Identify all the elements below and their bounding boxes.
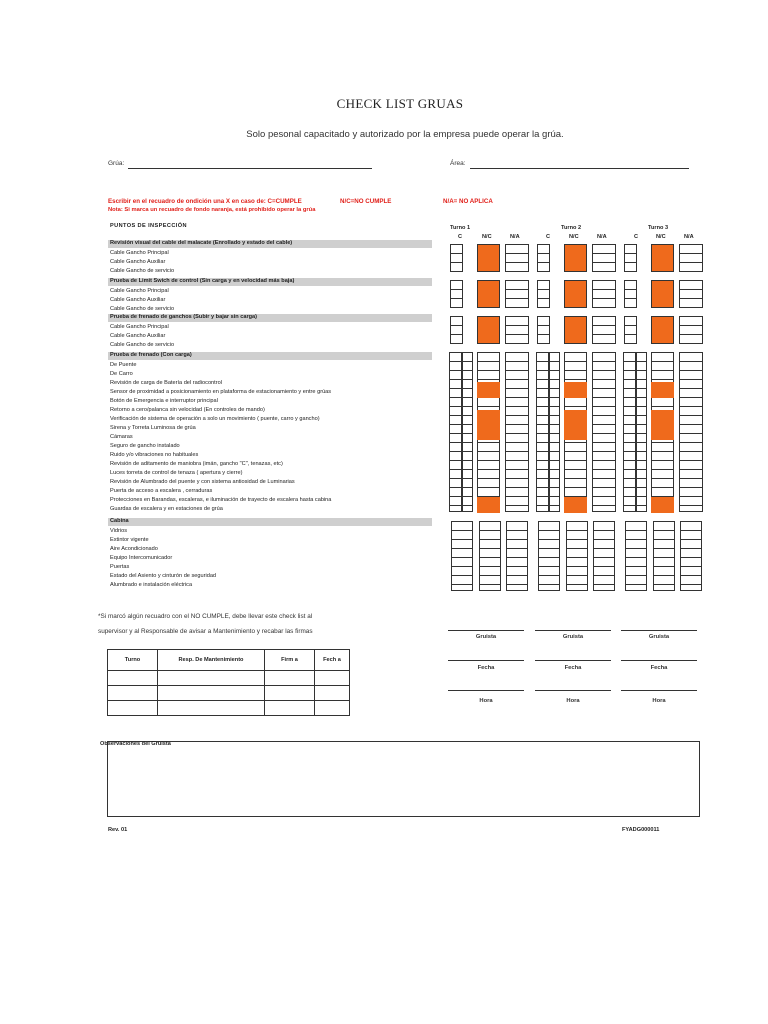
hora-label-3: Hora [652, 698, 666, 704]
cell[interactable] [265, 686, 315, 701]
checkbox-nc-group[interactable] [477, 244, 500, 272]
section-2-item-3: Cable Gancho de servicio [110, 306, 175, 312]
fecha-line-1[interactable] [448, 660, 524, 661]
section-header-bar [108, 518, 432, 526]
section-1-item-1: Cable Gancho Principal [110, 250, 169, 256]
checkbox-c-column[interactable] [623, 352, 636, 512]
table-row [108, 671, 350, 686]
checkbox-c-group[interactable] [624, 244, 637, 272]
section-4-item-3: Revisión de carga de Batería del radiocontrol [110, 380, 222, 386]
nc-note-line-1: *Si marcó algún recuadro con el NO CUMPLE, debe llevar este check list al [98, 613, 313, 620]
section-2-item-1: Cable Gancho Principal [110, 288, 169, 294]
instruction-na: N/A= NO APLICA [443, 198, 493, 205]
section-4-item-13: Luces torreta de control de tenaza ( apertura y cierre) [110, 470, 243, 476]
cell[interactable] [315, 701, 350, 716]
checkbox-na-group[interactable] [592, 316, 616, 344]
turn-2-na: N/A [597, 234, 607, 240]
section-5-item-5: Puertas [110, 564, 130, 570]
section-4-item-15: Puerta de acceso a escalera , cerraduras [110, 488, 213, 494]
nc-note [98, 609, 313, 639]
orange-prohibited-cell [477, 382, 500, 398]
section-4-item-4: Sensor de proximidad a posicionamiento en plataforma de estacionamiento y entre grúas [110, 389, 332, 395]
observations-label: Observaciones del Gruista [100, 741, 171, 747]
checkbox-na-group[interactable] [505, 280, 529, 308]
gruista-label-3: Gruista [648, 634, 670, 640]
section-5-item-2: Extintor vigente [110, 537, 149, 543]
checkbox-c-column[interactable] [549, 352, 560, 512]
checkbox-nc-group[interactable] [651, 244, 674, 272]
cell[interactable] [265, 671, 315, 686]
checkbox-cabina-na[interactable] [680, 521, 702, 591]
orange-prohibited-cell [651, 410, 674, 440]
checkbox-c-group[interactable] [450, 316, 463, 344]
turn-2-label: Turno 2 [561, 225, 582, 231]
checkbox-c-column[interactable] [462, 352, 473, 512]
section-1-item-2: Cable Gancho Auxiliar [110, 259, 166, 265]
page-title: CHECK LIST GRUAS [336, 96, 464, 111]
section-3-item-2: Cable Gancho Auxiliar [110, 333, 166, 339]
gruista-label-2: Gruista [562, 634, 584, 640]
checkbox-na-group[interactable] [679, 280, 703, 308]
cell[interactable] [315, 686, 350, 701]
checkbox-cabina-c[interactable] [451, 521, 473, 591]
checkbox-na-group[interactable] [505, 244, 529, 272]
col-firma: Firm a [265, 650, 315, 671]
section-4-item-9: Cámaras [110, 434, 133, 440]
cell[interactable] [108, 701, 158, 716]
checkbox-nc-group[interactable] [651, 280, 674, 308]
checkbox-c-group[interactable] [450, 244, 463, 272]
section-2-item-2: Cable Gancho Auxiliar [110, 297, 166, 303]
orange-prohibited-cell [477, 497, 500, 513]
section-5-header: Cabina [110, 518, 129, 524]
area-field[interactable] [470, 168, 689, 169]
checkbox-na-group[interactable] [679, 244, 703, 272]
section-4-item-6: Retorno a cero/palanca sin velocidad (En controles de mando) [110, 407, 265, 413]
orange-prohibited-cell [564, 410, 587, 440]
checkbox-na-group[interactable] [592, 244, 616, 272]
section-4-item-17: Guardas de escalera y en estaciones de grúa [110, 506, 223, 512]
turn-1-c: C [458, 234, 463, 240]
section-4-item-5: Botón de Emergencia e interruptor principal [110, 398, 218, 404]
turn-responsible-table [107, 649, 350, 716]
section-4-item-7: Verificación de sistema de operación a solo un movimiento ( puente, carro y gancho) [110, 416, 320, 422]
section-1-item-3: Cable Gancho de servicio [110, 268, 175, 274]
page-subtitle: Solo pesonal capacitado y autorizado por la empresa puede operar la grúa. [246, 129, 564, 140]
orange-prohibited-cell [651, 497, 674, 513]
form-code: FYADG000011 [622, 827, 660, 833]
checkbox-cabina-na[interactable] [506, 521, 528, 591]
turn-3-label: Turno 3 [648, 225, 669, 231]
checkbox-nc-group[interactable] [477, 280, 500, 308]
section-3-item-3: Cable Gancho de servicio [110, 342, 175, 348]
checkbox-na-group[interactable] [679, 316, 703, 344]
orange-prohibited-cell [564, 497, 587, 513]
orange-prohibited-cell [477, 410, 500, 440]
checkbox-cabina-na[interactable] [593, 521, 615, 591]
checkbox-nc-group[interactable] [564, 316, 587, 344]
checkbox-c-group[interactable] [537, 280, 550, 308]
gruista-line-2[interactable] [535, 630, 611, 631]
checkbox-cabina-c[interactable] [538, 521, 560, 591]
checkbox-na-column[interactable] [592, 352, 616, 512]
turn-1-nc: N/C [482, 234, 492, 240]
section-2-header: Prueba de Limit Swich de control (Sin carga y en velocidad más baja) [110, 278, 295, 284]
cell[interactable] [158, 701, 265, 716]
section-5-item-4: Equipo Intercomunicador [110, 555, 173, 561]
checkbox-nc-group[interactable] [477, 316, 500, 344]
checkbox-na-group[interactable] [505, 316, 529, 344]
section-4-item-16: Protecciones en Barandas, escaleras, e iluminación de trayecto de escalera hasta cabina [110, 497, 332, 503]
turn-3-nc: N/C [656, 234, 666, 240]
section-4-item-10: Seguro de gancho instalado [110, 443, 180, 449]
nc-note-line-2: supervisor y al Responsable de avisar a Mantenimiento y recabar las firmas [98, 628, 313, 635]
checkbox-cabina-nc[interactable] [653, 521, 675, 591]
turn-3-c: C [634, 234, 639, 240]
orange-prohibited-cell [564, 382, 587, 398]
cell[interactable] [158, 686, 265, 701]
hora-line-1[interactable] [448, 690, 524, 691]
table-row [108, 701, 350, 716]
checkbox-nc-group[interactable] [564, 244, 587, 272]
observations-box[interactable] [107, 741, 700, 817]
checkbox-na-column[interactable] [505, 352, 529, 512]
section-4-item-2: De Carro [110, 371, 133, 377]
checkbox-cabina-nc[interactable] [566, 521, 588, 591]
hora-label-2: Hora [566, 698, 580, 704]
section-3-item-1: Cable Gancho Principal [110, 324, 169, 330]
checkbox-c-group[interactable] [624, 316, 637, 344]
checkbox-c-group[interactable] [537, 244, 550, 272]
hora-line-2[interactable] [535, 690, 611, 691]
checkbox-c-group[interactable] [450, 280, 463, 308]
col-resp-mantenimiento: Resp. De Mantenimiento [158, 650, 265, 671]
checkbox-c-column[interactable] [536, 352, 549, 512]
section-3-header: Prueba de frenado de ganchos (Subir y bajar sin carga) [110, 314, 258, 320]
section-4-item-14: Revisión de Alumbrado del puente y con sistema antiosidad de Luminarias [110, 479, 295, 485]
section-4-header: Prueba de frenado (Con carga) [110, 352, 192, 358]
section-4-item-12: Revisión de aditamento de maniobra (imán, gancho "C", tenazas, etc) [110, 461, 283, 467]
grua-field[interactable] [128, 168, 372, 169]
cell[interactable] [315, 671, 350, 686]
table-row [108, 686, 350, 701]
checkbox-na-group[interactable] [592, 280, 616, 308]
section-4-item-8: Sirena y Torreta Luminosa de grúa [110, 425, 196, 431]
col-fecha: Fech a [315, 650, 350, 671]
hora-label-1: Hora [479, 698, 493, 704]
checkbox-c-column[interactable] [636, 352, 647, 512]
turn-2-nc: N/C [569, 234, 579, 240]
turn-3-na: N/A [684, 234, 694, 240]
section-5-item-1: Vidrios [110, 528, 127, 534]
turn-2-c: C [546, 234, 551, 240]
checkbox-cabina-nc[interactable] [479, 521, 501, 591]
hora-line-3[interactable] [621, 690, 697, 691]
checkbox-c-group[interactable] [624, 280, 637, 308]
section-1-header: Revisión visual del cable del malacate (Enrollado y estado del cable) [110, 240, 293, 246]
checkbox-nc-group[interactable] [564, 280, 587, 308]
section-5-item-6: Estado del Asiento y cinturón de seguridad [110, 573, 217, 579]
cell[interactable] [265, 701, 315, 716]
turn-1-na: N/A [510, 234, 520, 240]
instruction-line1: Escribir en el recuadro de ondición una X en caso de: C=CUMPLE [108, 198, 302, 205]
cell[interactable] [108, 686, 158, 701]
section-5-item-7: Alumbrado e instalación eléctrica [110, 582, 193, 588]
cell[interactable] [158, 671, 265, 686]
orange-prohibited-cell [651, 382, 674, 398]
turn-1-label: Turno 1 [450, 225, 471, 231]
points-title: PUNTOS DE INSPECCIÓN [110, 223, 187, 229]
gruista-label-1: Gruista [475, 634, 497, 640]
gruista-line-1[interactable] [448, 630, 524, 631]
section-4-item-1: De Puente [110, 362, 137, 368]
checkbox-c-group[interactable] [537, 316, 550, 344]
section-5-item-3: Aire Acondicionado [110, 546, 158, 552]
section-4-item-11: Ruido y/o vibraciones no habituales [110, 452, 199, 458]
area-label: Área: [450, 160, 466, 167]
revision: Rev. 01 [108, 827, 128, 833]
col-turno: Turno [108, 650, 158, 671]
fecha-label-3: Fecha [650, 665, 668, 671]
cell[interactable] [108, 671, 158, 686]
checkbox-na-column[interactable] [679, 352, 703, 512]
fecha-label-1: Fecha [477, 665, 495, 671]
gruista-line-3[interactable] [621, 630, 697, 631]
checkbox-c-column[interactable] [449, 352, 462, 512]
fecha-label-2: Fecha [564, 665, 582, 671]
checkbox-cabina-c[interactable] [625, 521, 647, 591]
fecha-line-2[interactable] [535, 660, 611, 661]
instruction-line2: Nota: Si marca un recuadro de fondo naranja, está prohibido operar la grúa [108, 207, 316, 213]
grua-label: Grúa: [108, 160, 125, 167]
instruction-nc: N/C=NO CUMPLE [340, 198, 392, 205]
checkbox-nc-group[interactable] [651, 316, 674, 344]
fecha-line-3[interactable] [621, 660, 697, 661]
